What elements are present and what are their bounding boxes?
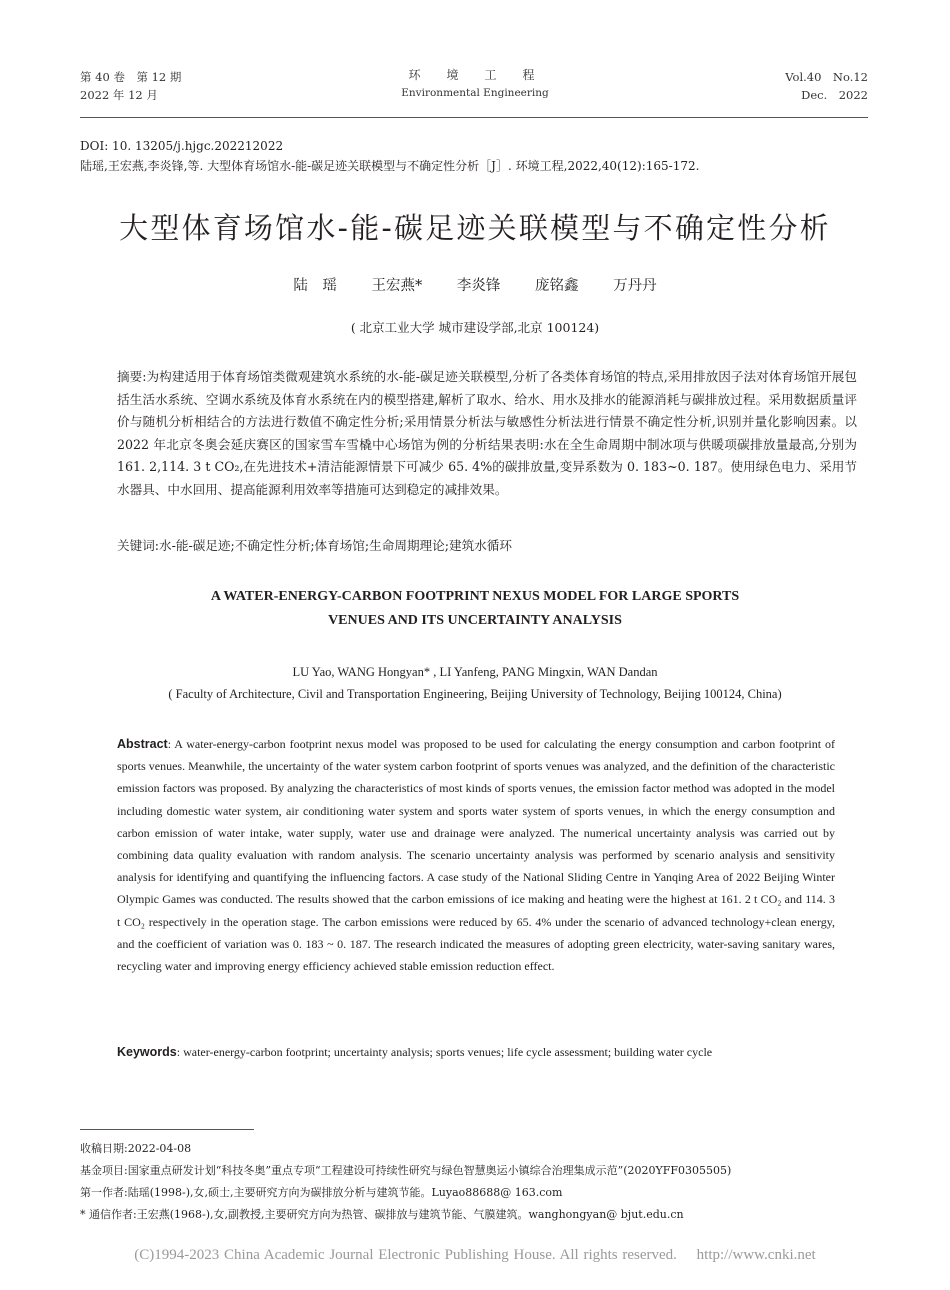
footnote-funding: 基金项目:国家重点研发计划“科技冬奥”重点专项“工程建设可持续性研究与绿色智慧奥运小镇综合治理集成示范”(2020YFF0305505) — [80, 1164, 732, 1177]
footnotes — [80, 1138, 880, 1226]
english-affiliation: ( Faculty of Architecture, Civil and Transportation Engineering, Beijing University of Technology, Beijing 100124, China) — [168, 687, 782, 701]
keywords-cn-text: 水-能-碳足迹;不确定性分析;体育场馆;生命周期理论;建筑水循环 — [159, 538, 512, 553]
abstract-en — [117, 733, 835, 977]
author: 庞铭鑫 — [534, 278, 579, 294]
keywords-cn — [117, 536, 857, 556]
keywords-cn-label: 关键词: — [117, 538, 160, 553]
reference: 陆瑶,王宏燕,李炎锋,等. 大型体育场馆水-能-碳足迹关联模型与不确定性分析［J］. 环境工程,2022,40(12):165-172. — [80, 159, 700, 173]
footnote-received: 收稿日期:2022-04-08 — [80, 1142, 192, 1155]
affiliation: ( 北京工业大学 城市建设学部,北京 100124) — [350, 320, 600, 335]
copyright-watermark: (C)1994-2023 China Academic Journal Electronic Publishing House. All rights reserved. http://www.cnki.net — [134, 1247, 816, 1263]
volume-issue-en: Vol.40 No.12 — [785, 70, 868, 84]
abstract-cn — [117, 366, 857, 502]
volume-issue: 第 40 卷 第 12 期 — [80, 70, 182, 84]
footnote-corresponding-author: * 通信作者:王宏燕(1968-),女,副教授,主要研究方向为热管、碳排放与建筑节能、气膜建筑。wanghongyan@ bjut.edu.cn — [80, 1208, 684, 1221]
journal-name-cn: 环 境 工 程 — [408, 68, 542, 82]
author: 陆 瑶 — [293, 278, 337, 294]
english-authors-block — [0, 661, 950, 705]
footnote-rule — [80, 1129, 254, 1130]
author: 万丹丹 — [613, 278, 657, 294]
paper-title: 大型体育场馆水-能-碳足迹关联模型与不确定性分析 — [119, 211, 831, 245]
english-authors: LU Yao, WANG Hongyan* , LI Yanfeng, PANG Mingxin, WAN Dandan — [292, 665, 658, 679]
author: 李炎锋 — [456, 278, 501, 294]
abstract-cn-label: 摘要: — [117, 369, 147, 384]
keywords-en — [117, 1042, 857, 1062]
doi[interactable]: DOI: 10. 13205/j.hjgc.202212022 — [80, 139, 284, 153]
author-list — [0, 274, 950, 295]
citation-block — [80, 136, 880, 176]
author: 王宏燕* — [371, 278, 423, 294]
journal-name-en: Environmental Engineering — [401, 87, 549, 99]
english-title — [0, 585, 950, 633]
issue-date-en: Dec. 2022 — [801, 88, 868, 102]
abstract-en-text: : A water-energy-carbon footprint nexus model was proposed to be used for calculating the energy consumption and carbon footprint of sports venues. Meanwhile, the uncertainty of the water system carbon footprint of sports venues was analyzed, and the definition of the characteristic emission factors was proposed. By analyzing the characteristics of most kinds of sports venues, the emission factor method was adopted in the model including domestic water system, air conditioning water system and sports water system of sports venues, in which the energy consumption and carbon emission of water intake, water supply, water use and drainage were analyzed. The numerical uncertainty analysis was carried out by combining data quality evaluation with random analysis. The scenario uncertainty analysis was performed by scenario analysis and sensitivity analysis for identifying and quantifying the influencing factors. A case study of the National Sliding Centre in Yanqing Area of 2022 Beijing Winter Olympic Games was conducted. The results showed that the carbon emissions of ice making and heating were the highest at 161. 2 t CO₂ and 114. 3 t CO₂ respectively in the operation stage. The carbon emissions were reduced by 65. 4% under the scenario of advanced technology+clean energy, and the coefficient of variation was 0. 183 ~ 0. 187. The research indicated the measures of adopting green electricity, water-saving sanitary wares, recycling water and improving energy efficiency achieved stable emission reduction effect. — [117, 737, 835, 974]
keywords-en-text: : water-energy-carbon footprint; uncertainty analysis; sports venues; life cycle assessment; building water cycle — [176, 1045, 713, 1059]
keywords-en-label: Keywords — [117, 1045, 177, 1059]
english-title-line1: A WATER-ENERGY-CARBON FOOTPRINT NEXUS MODEL FOR LARGE SPORTS — [210, 589, 740, 604]
header-rule — [80, 117, 868, 118]
footnote-first-author: 第一作者:陆瑶(1998-),女,硕士,主要研究方向为碳排放分析与建筑节能。Luyao88688@ 163.com — [80, 1186, 563, 1199]
issue-date: 2022 年 12 月 — [80, 88, 158, 102]
english-title-line2: VENUES AND ITS UNCERTAINTY ANALYSIS — [328, 613, 622, 628]
abstract-cn-text: 为构建适用于体育场馆类微观建筑水系统的水-能-碳足迹关联模型,分析了各类体育场馆的特点,采用排放因子法对体育场馆开展包括生活水系统、空调水系统及体育水系统在内的模型搭建,解析了取水、给水、用水及排水的能源消耗与碳排放过程。采用数据质量评价与随机分析相结合的方法进行数值不确定性分析;采用情景分析法与敏感性分析法进行情景不确定性分析,识别并量化影响因素。以 2022 年北京冬奥会延庆赛区的国家雪车雪橇中心场馆为例的分析结果表明:水在全生命周期中制冰项与供暖项碳排放量最高,分别为 161. 2,114. 3 t CO₂,在先进技术+清洁能源情景下可减少 65. 4%的碳排放量,变异系数为 0. 183~0. 187。使用绿色电力、采用节水器具、中水回用、提高能源利用效率等措施可达到稳定的减排效果。 — [117, 369, 857, 497]
journal-volume-en — [785, 68, 868, 104]
abstract-en-label: Abstract — [117, 737, 168, 751]
